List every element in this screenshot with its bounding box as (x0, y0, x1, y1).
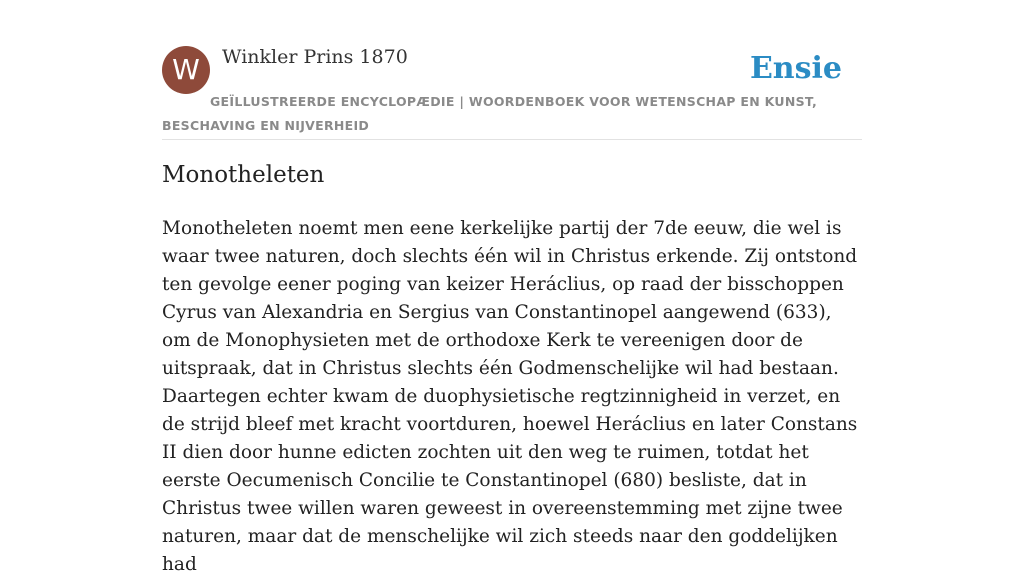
article-body: Monotheleten noemt men eene kerkelijke partij der 7de eeuw, die wel is waar twee naturen, doch slechts één wil in Christus erkende. Zij ontstond ten gevolge eener poging van keizer Heráclius, op raad der bisschoppen Cyrus van Alexandria en Sergius van Constantinopel aangewend (633), om de Monophysieten met de orthodoxe Kerk te vereenigen door de uitspraak, dat in Christus slechts één Godmenschelijke wil had bestaan. Daartegen echter kwam de duophysietische regtzinnigheid in verzet, en de strijd bleef met kracht voortduren, hoewel Heráclius en later Constans II dien door hunne edicten zochten uit den weg te ruimen, totdat het eerste Oecumenisch Concilie te Constantinopel (680) besliste, dat in Christus twee willen waren geweest in overeenstemming met zijne twee naturen, maar dat de menschelijke wil zich steeds naar den goddelijken had (162, 218, 858, 575)
header-divider (162, 139, 862, 140)
ensie-logo[interactable]: Ensie (749, 51, 842, 86)
source-avatar[interactable]: W (162, 46, 210, 94)
source-title[interactable]: Winkler Prins 1870 (222, 46, 408, 68)
source-subtitle: GEÏLLUSTREERDE ENCYCLOPÆDIE | WOORDENBOEK VOOR WETENSCHAP EN KUNST, BESCHAVING EN NIJVERHEID (162, 94, 818, 133)
article-title: Monotheleten (162, 162, 325, 188)
